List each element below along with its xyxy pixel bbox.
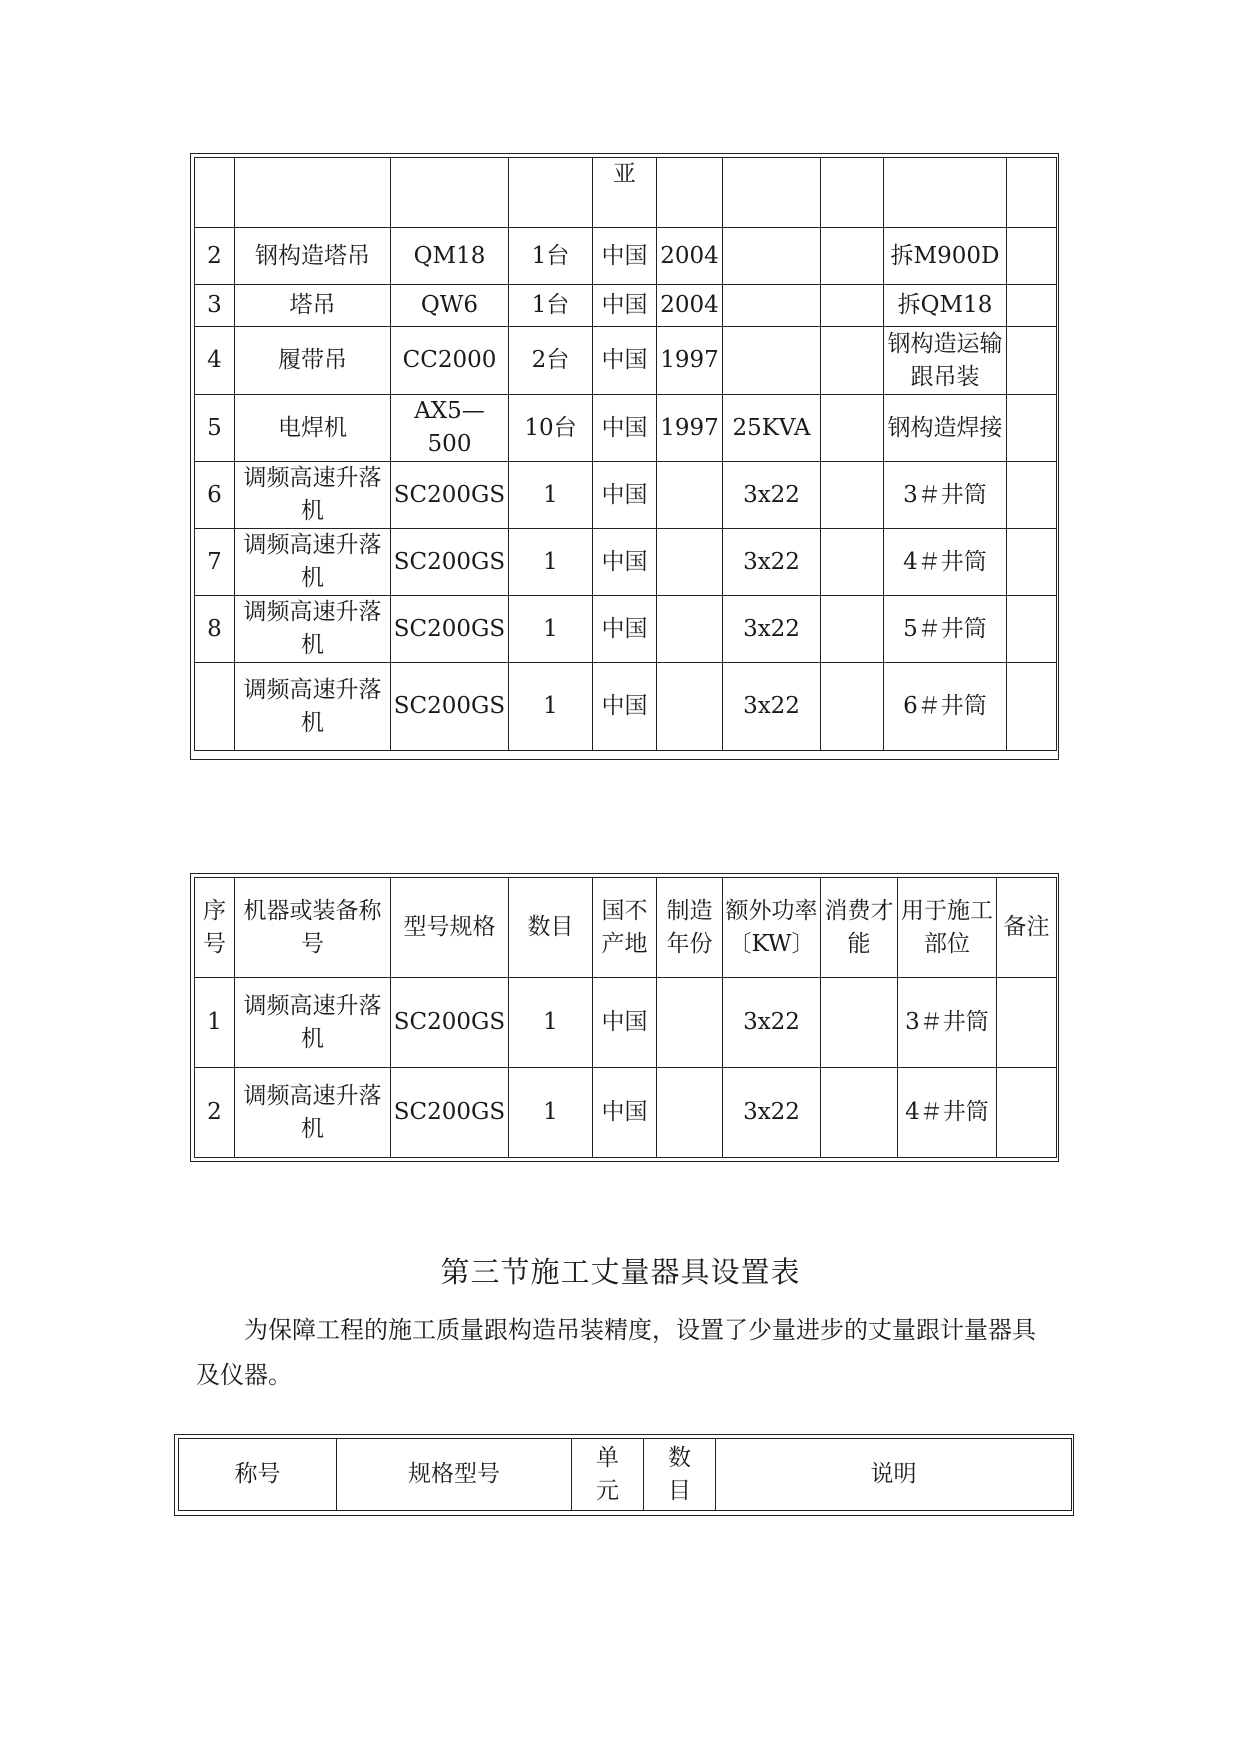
cell-year: 2004 — [657, 228, 723, 285]
equipment-table — [194, 877, 1057, 1158]
cell-name: 调频高速升落机 — [235, 529, 391, 596]
cell-name: 调频高速升落机 — [235, 1068, 391, 1158]
cell-year — [657, 663, 723, 751]
cell-year: 1997 — [657, 395, 723, 462]
cell-remark — [1007, 395, 1057, 462]
table-row — [195, 596, 1057, 663]
table-header-row — [195, 878, 1057, 978]
cell-usage: 5＃井筒 — [884, 596, 1007, 663]
cell-model: SC200GS — [391, 663, 509, 751]
header-seq: 序号 — [195, 878, 235, 978]
cell-origin: 中国 — [593, 462, 657, 529]
cell-capacity — [821, 529, 884, 596]
cell-seq — [195, 158, 235, 228]
section-paragraph: 为保障工程的施工质量跟构造吊装精度，设置了少量进步的丈量跟计量器具及仪器。 — [196, 1316, 1036, 1389]
table-row — [195, 529, 1057, 596]
table-row — [195, 462, 1057, 529]
cell-origin: 中国 — [593, 228, 657, 285]
cell-seq: 2 — [195, 1068, 235, 1158]
cell-model: SC200GS — [391, 529, 509, 596]
cell-seq: 2 — [195, 228, 235, 285]
cell-usage: 钢构造运输跟吊装 — [884, 327, 1007, 395]
cell-model: SC200GS — [391, 596, 509, 663]
cell-power: 3x22 — [723, 529, 821, 596]
cell-remark — [1007, 327, 1057, 395]
cell-model: SC200GS — [391, 1068, 509, 1158]
header-qty: 数目 — [644, 1439, 716, 1511]
cell-power: 3x22 — [723, 978, 821, 1068]
cell-model: AX5—500 — [391, 395, 509, 462]
header-name: 机器或装备称号 — [235, 878, 391, 978]
cell-remark — [1007, 529, 1057, 596]
cell-usage: 拆M900D — [884, 228, 1007, 285]
cell-name: 塔吊 — [235, 285, 391, 327]
cell-year — [657, 978, 723, 1068]
table-header-row — [179, 1439, 1072, 1511]
cell-seq: 7 — [195, 529, 235, 596]
cell-power: 3x22 — [723, 1068, 821, 1158]
cell-qty: 1台 — [509, 228, 593, 285]
header-qty: 数目 — [509, 878, 593, 978]
cell-name: 调频高速升落机 — [235, 978, 391, 1068]
cell-name: 调频高速升落机 — [235, 462, 391, 529]
equipment-table-continued — [194, 157, 1057, 751]
cell-usage: 4＃井筒 — [898, 1068, 997, 1158]
cell-name: 履带吊 — [235, 327, 391, 395]
header-capacity: 消费才能 — [821, 878, 898, 978]
header-model: 型号规格 — [391, 878, 509, 978]
cell-capacity — [821, 596, 884, 663]
section-title: 第三节施工丈量器具设置表 — [440, 1255, 801, 1289]
cell-qty: 1 — [509, 529, 593, 596]
cell-usage: 钢构造焊接 — [884, 395, 1007, 462]
cell-year — [657, 529, 723, 596]
cell-year — [657, 462, 723, 529]
cell-remark — [1007, 228, 1057, 285]
cell-origin: 亚 — [593, 158, 657, 228]
cell-remark — [1007, 285, 1057, 327]
cell-name: 调频高速升落机 — [235, 596, 391, 663]
cell-name: 电焊机 — [235, 395, 391, 462]
cell-qty: 1 — [509, 978, 593, 1068]
cell-remark — [1007, 158, 1057, 228]
header-power: 额外功率〔KW〕 — [723, 878, 821, 978]
cell-seq: 1 — [195, 978, 235, 1068]
cell-seq — [195, 663, 235, 751]
cell-origin: 中国 — [593, 327, 657, 395]
cell-year — [657, 596, 723, 663]
cell-year — [657, 1068, 723, 1158]
cell-usage: 3＃井筒 — [898, 978, 997, 1068]
cell-power — [723, 285, 821, 327]
cell-capacity — [821, 663, 884, 751]
cell-origin: 中国 — [593, 663, 657, 751]
header-usage: 用于施工部位 — [898, 878, 997, 978]
cell-model: CC2000 — [391, 327, 509, 395]
cell-power — [723, 327, 821, 395]
cell-remark — [1007, 663, 1057, 751]
header-name: 称号 — [179, 1439, 337, 1511]
table-row — [195, 285, 1057, 327]
cell-capacity — [821, 978, 898, 1068]
cell-capacity — [821, 1068, 898, 1158]
cell-usage: 4＃井筒 — [884, 529, 1007, 596]
cell-seq: 5 — [195, 395, 235, 462]
cell-capacity — [821, 462, 884, 529]
cell-origin: 中国 — [593, 978, 657, 1068]
cell-qty: 1 — [509, 596, 593, 663]
cell-power — [723, 158, 821, 228]
table-row — [195, 228, 1057, 285]
cell-capacity — [821, 285, 884, 327]
cell-model: QM18 — [391, 228, 509, 285]
header-year: 制造年份 — [657, 878, 723, 978]
cell-model: QW6 — [391, 285, 509, 327]
cell-usage: 拆QM18 — [884, 285, 1007, 327]
cell-qty: 1 — [509, 462, 593, 529]
table-row — [195, 395, 1057, 462]
header-remark: 备注 — [997, 878, 1057, 978]
cell-capacity — [821, 327, 884, 395]
cell-power: 3x22 — [723, 663, 821, 751]
cell-qty: 1台 — [509, 285, 593, 327]
cell-power: 3x22 — [723, 462, 821, 529]
cell-power: 25KVA — [723, 395, 821, 462]
table-row — [195, 327, 1057, 395]
cell-remark — [997, 1068, 1057, 1158]
header-spec: 规格型号 — [337, 1439, 572, 1511]
cell-qty: 10台 — [509, 395, 593, 462]
table-row — [195, 978, 1057, 1068]
cell-power — [723, 228, 821, 285]
cell-origin: 中国 — [593, 596, 657, 663]
measuring-instruments-table — [178, 1438, 1072, 1511]
cell-name: 钢构造塔吊 — [235, 228, 391, 285]
cell-seq: 4 — [195, 327, 235, 395]
cell-model: SC200GS — [391, 978, 509, 1068]
cell-origin: 中国 — [593, 285, 657, 327]
cell-capacity — [821, 228, 884, 285]
table-row — [195, 158, 1057, 228]
cell-name: 调频高速升落机 — [235, 663, 391, 751]
cell-origin: 中国 — [593, 395, 657, 462]
cell-remark — [1007, 462, 1057, 529]
header-unit: 单元 — [572, 1439, 644, 1511]
cell-seq: 6 — [195, 462, 235, 529]
cell-usage: 6＃井筒 — [884, 663, 1007, 751]
table-row — [195, 663, 1057, 751]
cell-year: 1997 — [657, 327, 723, 395]
cell-qty: 1 — [509, 1068, 593, 1158]
cell-usage — [884, 158, 1007, 228]
cell-seq: 8 — [195, 596, 235, 663]
header-origin: 国不产地 — [593, 878, 657, 978]
cell-remark — [997, 978, 1057, 1068]
cell-year: 2004 — [657, 285, 723, 327]
cell-qty — [509, 158, 593, 228]
cell-remark — [1007, 596, 1057, 663]
cell-qty: 1 — [509, 663, 593, 751]
cell-name — [235, 158, 391, 228]
cell-capacity — [821, 158, 884, 228]
cell-origin: 中国 — [593, 1068, 657, 1158]
cell-year — [657, 158, 723, 228]
cell-qty: 2台 — [509, 327, 593, 395]
cell-model — [391, 158, 509, 228]
table-row — [195, 1068, 1057, 1158]
cell-power: 3x22 — [723, 596, 821, 663]
cell-origin: 中国 — [593, 529, 657, 596]
cell-usage: 3＃井筒 — [884, 462, 1007, 529]
cell-model: SC200GS — [391, 462, 509, 529]
header-notes: 说明 — [716, 1439, 1072, 1511]
cell-seq: 3 — [195, 285, 235, 327]
cell-capacity — [821, 395, 884, 462]
